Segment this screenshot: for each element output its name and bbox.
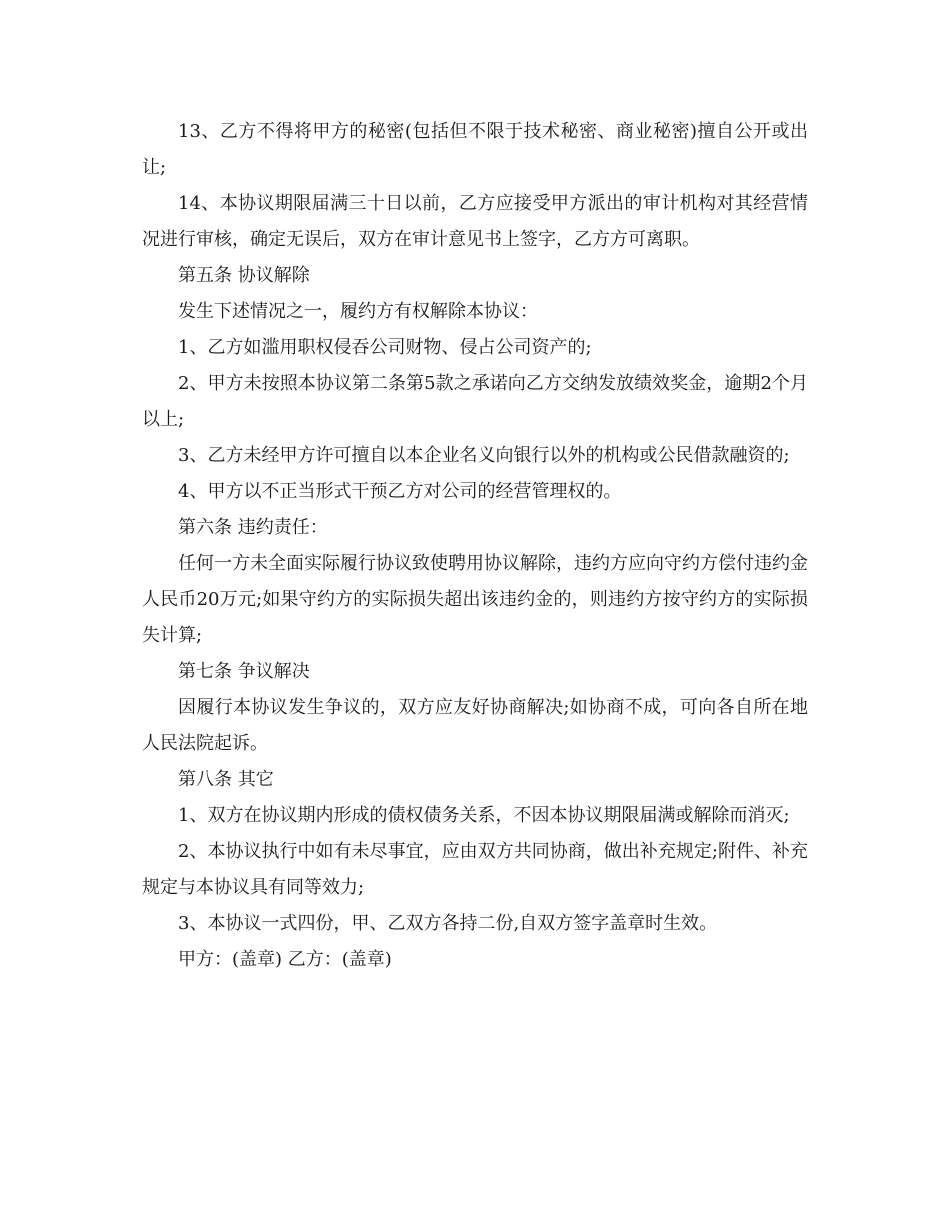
section-8-heading: 第八条 其它 [178,769,274,790]
clause-13: 13、乙方不得将甲方的秘密(包括但不限于技术秘密、商业秘密)擅自公开或出让; [142,121,808,178]
section-5-heading: 第五条 协议解除 [178,265,310,286]
clause-14: 14、本协议期限届满三十日以前，乙方应接受甲方派出的审计机构对其经营情况进行审核，确定无误后，双方在审计意见书上签字，乙方方可离职。 [142,193,808,250]
section-5-item-1: 1、乙方如滥用职权侵吞公司财物、侵占公司资产的; [178,337,592,358]
section-8-item-3: 3、本协议一式四份，甲、乙双方各持二份,自双方签字盖章时生效。 [178,913,718,934]
section-5-item-3: 3、乙方未经甲方许可擅自以本企业名义向银行以外的机构或公民借款融资的; [178,445,790,466]
section-6-body: 任何一方未全面实际履行协议致使聘用协议解除，违约方应向守约方偿付违约金人民币20万元;如果守约方的实际损失超出该违约金的，则违约方按守约方的实际损失计算; [142,553,808,646]
section-8-item-2: 2、本协议执行中如有未尽事宜，应由双方共同协商，做出补充规定;附件、补充规定与本协议具有同等效力; [142,841,808,898]
signature-line: 甲方：(盖章) 乙方：(盖章) [178,949,392,970]
document-body [142,114,808,978]
section-5-intro: 发生下述情况之一，履约方有权解除本协议： [178,301,538,322]
section-6-heading: 第六条 违约责任： [178,517,328,538]
section-5-item-4: 4、甲方以不正当形式干预乙方对公司的经营管理权的。 [178,481,622,502]
section-7-heading: 第七条 争议解决 [178,661,310,682]
section-8-item-1: 1、双方在协议期内形成的债权债务关系，不因本协议期限届满或解除而消灭; [178,805,790,826]
section-7-body: 因履行本协议发生争议的，双方应友好协商解决;如协商不成，可向各自所在地人民法院起诉。 [142,697,808,754]
section-5-item-2: 2、甲方未按照本协议第二条第5款之承诺向乙方交纳发放绩效奖金，逾期2个月以上; [142,373,808,430]
